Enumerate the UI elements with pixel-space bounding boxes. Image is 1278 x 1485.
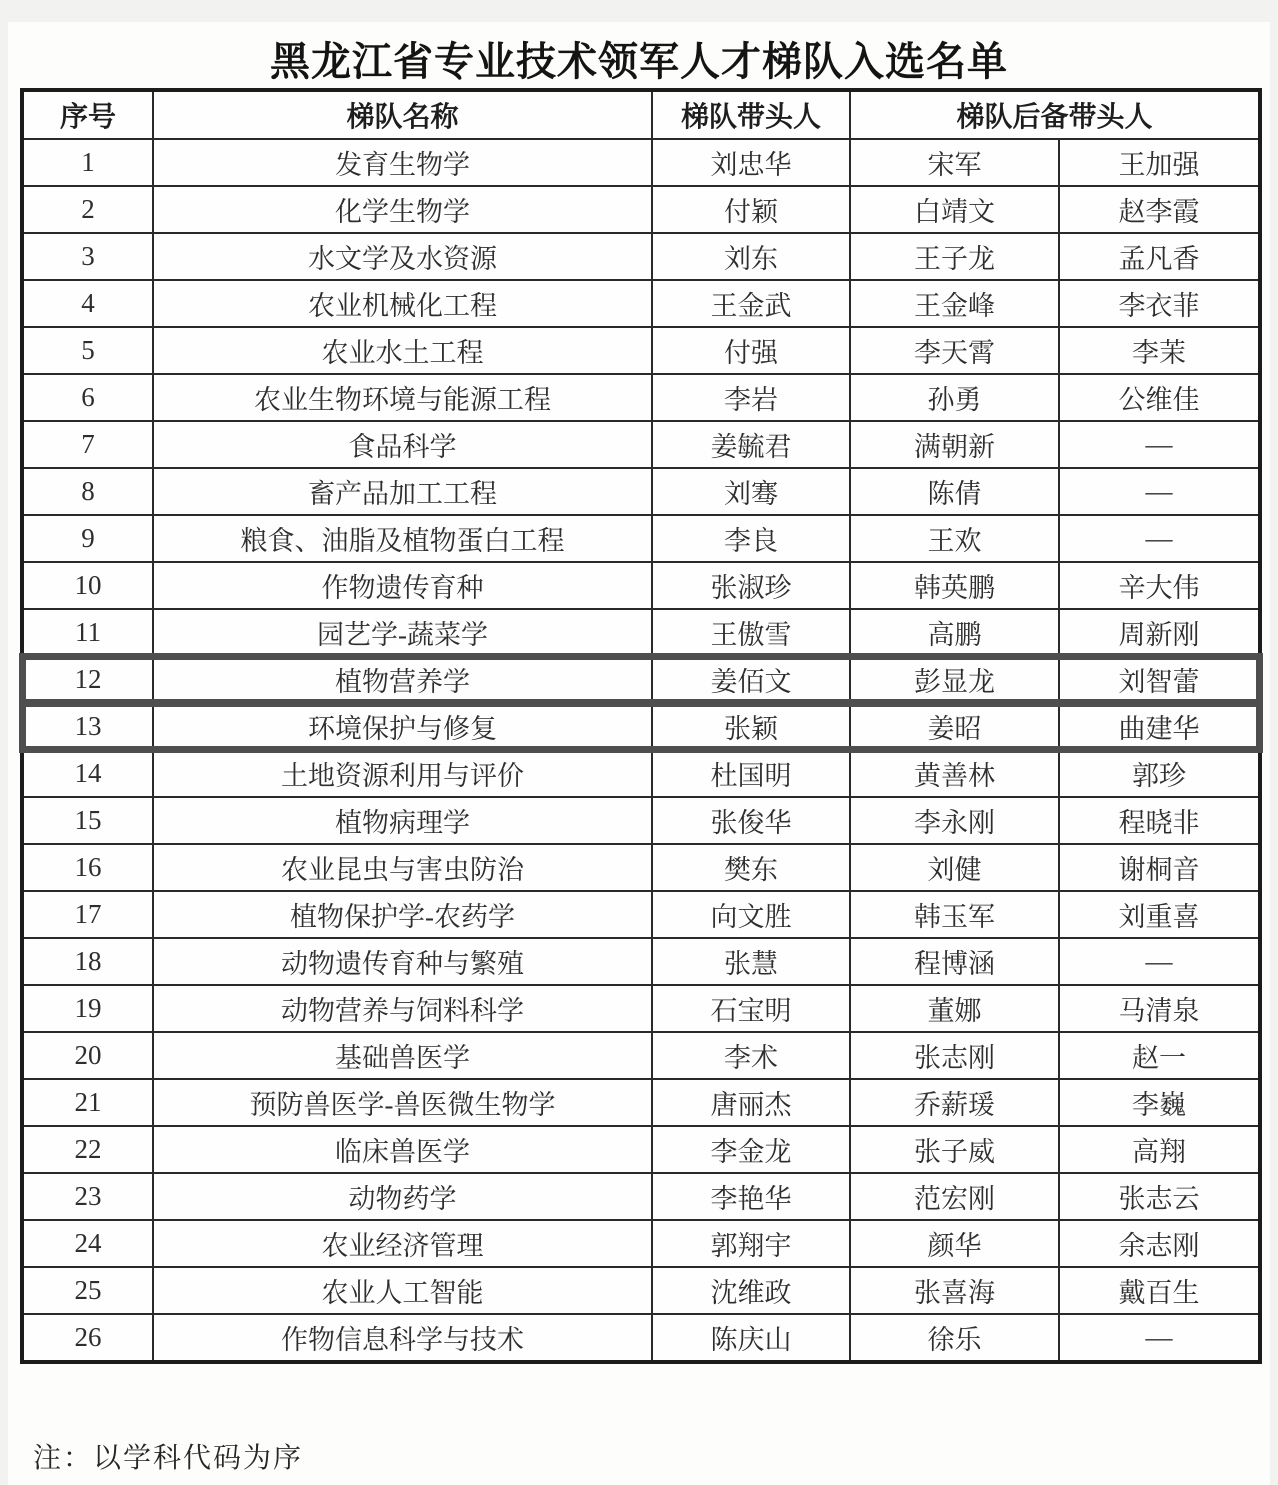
cell-reserve-leader-1: 陈倩 (850, 468, 1059, 515)
cell-leader: 陈庆山 (652, 1314, 850, 1362)
cell-echelon-name: 发育生物学 (153, 139, 652, 186)
cell-reserve-leader-2: 刘智蕾 (1059, 656, 1260, 703)
cell-reserve-leader-2: 王加强 (1059, 139, 1260, 186)
cell-leader: 刘骞 (652, 468, 850, 515)
table-row (22, 1267, 1260, 1314)
cell-reserve-leader-1: 韩英鹏 (850, 562, 1059, 609)
cell-index: 9 (22, 515, 153, 562)
cell-index: 8 (22, 468, 153, 515)
cell-reserve-leader-2: — (1059, 421, 1260, 468)
table-row (22, 938, 1260, 985)
cell-echelon-name: 动物营养与饲料科学 (153, 985, 652, 1032)
footnote: 注：以学科代码为序 (33, 1443, 304, 1474)
cell-echelon-name: 临床兽医学 (153, 1126, 652, 1173)
cell-reserve-leader-2: 马清泉 (1059, 985, 1260, 1032)
document-title: 黑龙江省专业技术领军人才梯队入选名单 (270, 39, 1008, 84)
cell-reserve-leader-1: 张子威 (850, 1126, 1059, 1173)
cell-reserve-leader-1: 满朝新 (850, 421, 1059, 468)
cell-echelon-name: 植物营养学 (153, 656, 652, 703)
table-row (22, 750, 1260, 797)
cell-reserve-leader-1: 程博涵 (850, 938, 1059, 985)
cell-echelon-name: 预防兽医学-兽医微生物学 (153, 1079, 652, 1126)
table-row (22, 703, 1260, 750)
cell-index: 14 (22, 750, 153, 797)
cell-leader: 沈维政 (652, 1267, 850, 1314)
table-row (22, 515, 1260, 562)
cell-echelon-name: 土地资源利用与评价 (153, 750, 652, 797)
cell-reserve-leader-2: 孟凡香 (1059, 233, 1260, 280)
talent-roster-table (20, 88, 1262, 1364)
cell-index: 24 (22, 1220, 153, 1267)
cell-reserve-leader-1: 高鹏 (850, 609, 1059, 656)
cell-index: 2 (22, 186, 153, 233)
cell-leader: 石宝明 (652, 985, 850, 1032)
cell-leader: 唐丽杰 (652, 1079, 850, 1126)
cell-reserve-leader-2: — (1059, 515, 1260, 562)
cell-echelon-name: 农业经济管理 (153, 1220, 652, 1267)
cell-reserve-leader-1: 王子龙 (850, 233, 1059, 280)
cell-echelon-name: 农业生物环境与能源工程 (153, 374, 652, 421)
cell-leader: 张俊华 (652, 797, 850, 844)
cell-leader: 张淑珍 (652, 562, 850, 609)
cell-leader: 付颖 (652, 186, 850, 233)
cell-reserve-leader-1: 姜昭 (850, 703, 1059, 750)
cell-echelon-name: 动物遗传育种与繁殖 (153, 938, 652, 985)
cell-leader: 李岩 (652, 374, 850, 421)
cell-reserve-leader-2: — (1059, 468, 1260, 515)
cell-echelon-name: 水文学及水资源 (153, 233, 652, 280)
cell-echelon-name: 农业水土工程 (153, 327, 652, 374)
cell-reserve-leader-2: 程晓非 (1059, 797, 1260, 844)
cell-reserve-leader-1: 宋军 (850, 139, 1059, 186)
cell-echelon-name: 畜产品加工工程 (153, 468, 652, 515)
cell-reserve-leader-2: 赵一 (1059, 1032, 1260, 1079)
cell-reserve-leader-2: 高翔 (1059, 1126, 1260, 1173)
cell-reserve-leader-2: 公维佳 (1059, 374, 1260, 421)
cell-reserve-leader-1: 王欢 (850, 515, 1059, 562)
cell-reserve-leader-2: 李衣菲 (1059, 280, 1260, 327)
cell-reserve-leader-1: 孙勇 (850, 374, 1059, 421)
cell-reserve-leader-1: 颜华 (850, 1220, 1059, 1267)
table-row (22, 374, 1260, 421)
cell-leader: 张慧 (652, 938, 850, 985)
cell-reserve-leader-1: 乔薪瑗 (850, 1079, 1059, 1126)
table-row (22, 562, 1260, 609)
cell-reserve-leader-2: 余志刚 (1059, 1220, 1260, 1267)
cell-index: 1 (22, 139, 153, 186)
cell-echelon-name: 植物保护学-农药学 (153, 891, 652, 938)
cell-leader: 李艳华 (652, 1173, 850, 1220)
cell-leader: 王金武 (652, 280, 850, 327)
col-header-echelon: 梯队名称 (153, 90, 652, 139)
cell-reserve-leader-2: 辛大伟 (1059, 562, 1260, 609)
cell-leader: 李金龙 (652, 1126, 850, 1173)
cell-echelon-name: 粮食、油脂及植物蛋白工程 (153, 515, 652, 562)
cell-reserve-leader-2: 李茉 (1059, 327, 1260, 374)
table-row (22, 468, 1260, 515)
cell-index: 25 (22, 1267, 153, 1314)
table-row (22, 280, 1260, 327)
table-row (22, 1220, 1260, 1267)
cell-reserve-leader-2: 曲建华 (1059, 703, 1260, 750)
table-row (22, 186, 1260, 233)
cell-reserve-leader-1: 黄善林 (850, 750, 1059, 797)
cell-reserve-leader-1: 徐乐 (850, 1314, 1059, 1362)
cell-index: 18 (22, 938, 153, 985)
table-row (22, 844, 1260, 891)
table-body (22, 139, 1260, 1362)
col-header-index: 序号 (22, 90, 153, 139)
table-row (22, 891, 1260, 938)
cell-reserve-leader-2: 戴百生 (1059, 1267, 1260, 1314)
cell-echelon-name: 环境保护与修复 (153, 703, 652, 750)
table-row (22, 1314, 1260, 1362)
cell-leader: 张颖 (652, 703, 850, 750)
cell-index: 6 (22, 374, 153, 421)
table-row (22, 656, 1260, 703)
cell-leader: 付强 (652, 327, 850, 374)
table-row (22, 421, 1260, 468)
table-row (22, 609, 1260, 656)
cell-reserve-leader-1: 刘健 (850, 844, 1059, 891)
cell-echelon-name: 基础兽医学 (153, 1032, 652, 1079)
cell-reserve-leader-1: 李永刚 (850, 797, 1059, 844)
cell-index: 15 (22, 797, 153, 844)
cell-leader: 李术 (652, 1032, 850, 1079)
cell-reserve-leader-2: 李巍 (1059, 1079, 1260, 1126)
cell-leader: 李良 (652, 515, 850, 562)
cell-leader: 郭翔宇 (652, 1220, 850, 1267)
cell-index: 13 (22, 703, 153, 750)
cell-index: 16 (22, 844, 153, 891)
cell-echelon-name: 动物药学 (153, 1173, 652, 1220)
cell-reserve-leader-1: 范宏刚 (850, 1173, 1059, 1220)
cell-leader: 刘东 (652, 233, 850, 280)
cell-echelon-name: 农业机械化工程 (153, 280, 652, 327)
cell-reserve-leader-1: 董娜 (850, 985, 1059, 1032)
cell-index: 5 (22, 327, 153, 374)
cell-reserve-leader-1: 彭显龙 (850, 656, 1059, 703)
cell-index: 26 (22, 1314, 153, 1362)
cell-leader: 杜国明 (652, 750, 850, 797)
cell-index: 20 (22, 1032, 153, 1079)
cell-index: 4 (22, 280, 153, 327)
cell-reserve-leader-2: 谢桐音 (1059, 844, 1260, 891)
cell-leader: 王傲雪 (652, 609, 850, 656)
table-row (22, 985, 1260, 1032)
cell-reserve-leader-2: 周新刚 (1059, 609, 1260, 656)
cell-reserve-leader-1: 李天霄 (850, 327, 1059, 374)
col-header-leader: 梯队带头人 (652, 90, 850, 139)
cell-echelon-name: 植物病理学 (153, 797, 652, 844)
cell-reserve-leader-2: 张志云 (1059, 1173, 1260, 1220)
cell-index: 19 (22, 985, 153, 1032)
cell-echelon-name: 园艺学-蔬菜学 (153, 609, 652, 656)
cell-index: 10 (22, 562, 153, 609)
cell-reserve-leader-2: 刘重喜 (1059, 891, 1260, 938)
col-header-reserve-leaders: 梯队后备带头人 (850, 90, 1260, 139)
cell-reserve-leader-1: 韩玉军 (850, 891, 1059, 938)
table-row (22, 1032, 1260, 1079)
table-row (22, 327, 1260, 374)
cell-index: 22 (22, 1126, 153, 1173)
table-row (22, 139, 1260, 186)
cell-index: 3 (22, 233, 153, 280)
cell-leader: 向文胜 (652, 891, 850, 938)
cell-reserve-leader-2: 赵李霞 (1059, 186, 1260, 233)
cell-reserve-leader-1: 王金峰 (850, 280, 1059, 327)
cell-reserve-leader-1: 张志刚 (850, 1032, 1059, 1079)
cell-index: 12 (22, 656, 153, 703)
cell-reserve-leader-1: 白靖文 (850, 186, 1059, 233)
cell-echelon-name: 农业昆虫与害虫防治 (153, 844, 652, 891)
cell-index: 17 (22, 891, 153, 938)
cell-leader: 樊东 (652, 844, 850, 891)
cell-echelon-name: 农业人工智能 (153, 1267, 652, 1314)
cell-reserve-leader-2: 郭珍 (1059, 750, 1260, 797)
document-sheet (8, 22, 1270, 1485)
cell-leader: 刘忠华 (652, 139, 850, 186)
cell-index: 21 (22, 1079, 153, 1126)
cell-reserve-leader-2: — (1059, 1314, 1260, 1362)
cell-reserve-leader-2: — (1059, 938, 1260, 985)
cell-index: 23 (22, 1173, 153, 1220)
table-row (22, 1173, 1260, 1220)
cell-reserve-leader-1: 张喜海 (850, 1267, 1059, 1314)
table-row (22, 797, 1260, 844)
header-row (22, 90, 1260, 139)
cell-index: 7 (22, 421, 153, 468)
cell-echelon-name: 作物信息科学与技术 (153, 1314, 652, 1362)
cell-echelon-name: 化学生物学 (153, 186, 652, 233)
cell-leader: 姜毓君 (652, 421, 850, 468)
cell-leader: 姜佰文 (652, 656, 850, 703)
table-row (22, 1079, 1260, 1126)
cell-index: 11 (22, 609, 153, 656)
cell-echelon-name: 作物遗传育种 (153, 562, 652, 609)
cell-echelon-name: 食品科学 (153, 421, 652, 468)
table-row (22, 233, 1260, 280)
table-row (22, 1126, 1260, 1173)
